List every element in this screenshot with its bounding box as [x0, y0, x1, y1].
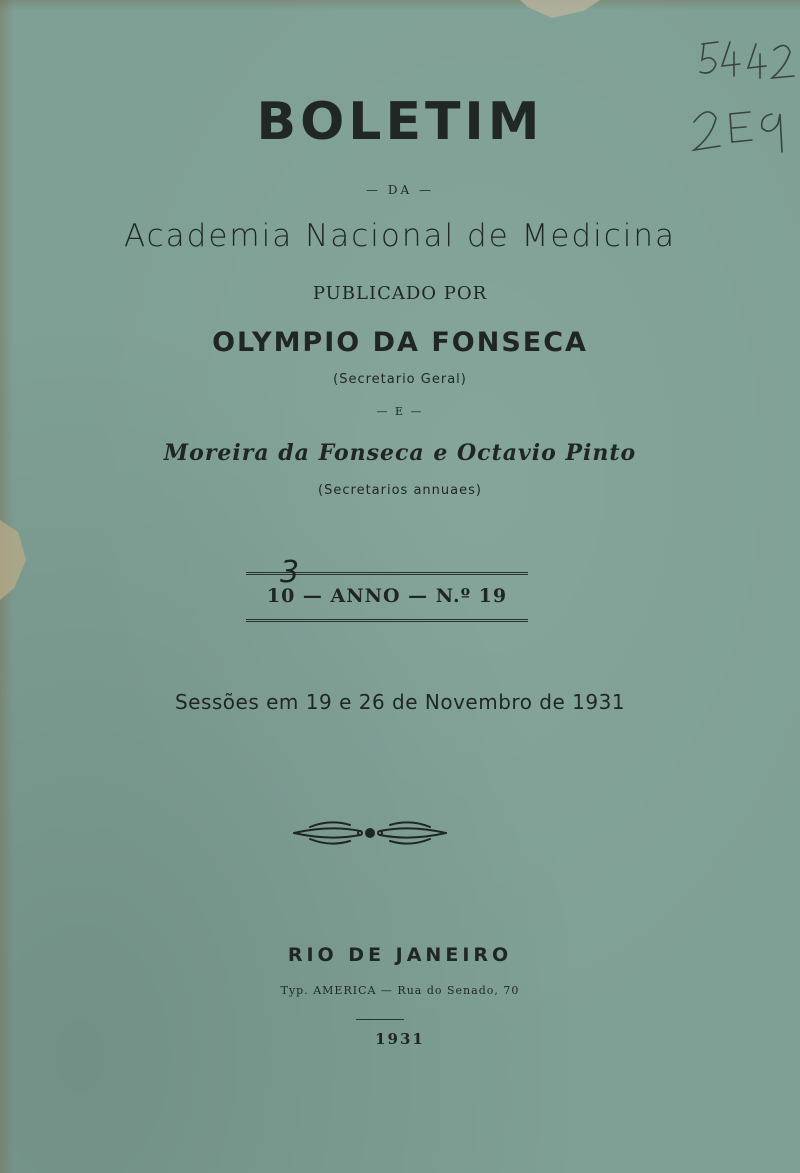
- worn-top-edge: [0, 0, 800, 10]
- secretaries-role: (Secretarios annuaes): [318, 483, 482, 498]
- da-line: — DA —: [366, 183, 434, 197]
- secretaries-names: Moreira da Fonseca e Octavio Pinto: [163, 440, 637, 466]
- editor-role: (Secretario Geral): [333, 372, 467, 387]
- ornament-flourish-icon: [290, 815, 450, 851]
- city-line: RIO DE JANEIRO: [287, 944, 513, 966]
- published-by-line: PUBLICADO POR: [312, 283, 488, 304]
- cover-title: BOLETIM: [256, 92, 544, 152]
- torn-left-edge: [0, 520, 26, 600]
- sessions-line: Sessões em 19 e 26 de Novembro de 1931: [174, 690, 626, 714]
- issue-line: 10 — ANNO — N.º 19: [266, 585, 508, 607]
- handwritten-archive-mark: [690, 32, 800, 182]
- conjunction-line: — E —: [376, 405, 424, 418]
- academy-name: Academia Nacional de Medicina: [123, 218, 677, 254]
- year-line: 1931: [375, 1030, 425, 1048]
- printer-line: Typ. AMERICA — Rua do Senado, 70: [280, 984, 520, 997]
- editor-name: OLYMPIO DA FONSECA: [212, 327, 588, 358]
- handwritten-digit: 3: [280, 555, 300, 590]
- year-rule: [356, 1019, 404, 1020]
